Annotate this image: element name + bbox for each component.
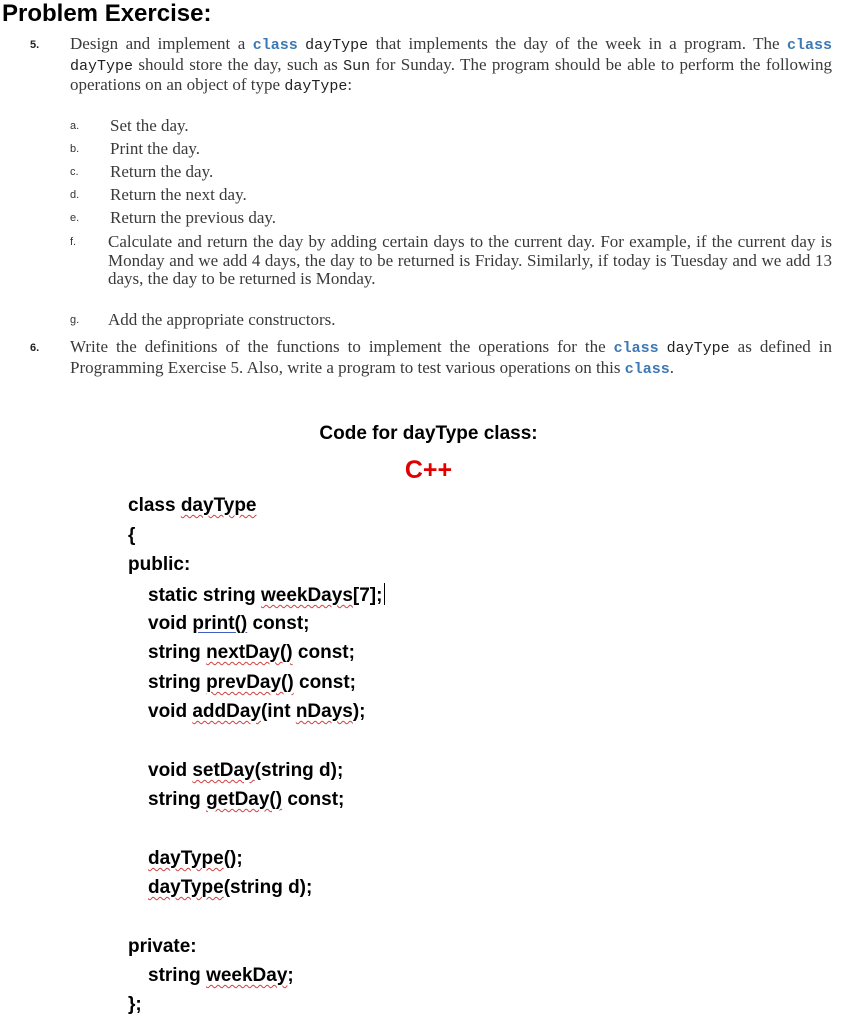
list-item	[70, 116, 832, 136]
code-token: static string	[148, 585, 261, 606]
list-item-label: e.	[70, 212, 80, 224]
list-item-text: Return the next day.	[110, 185, 247, 204]
list-item-text: Return the day.	[110, 162, 214, 181]
code-term: dayType	[305, 37, 369, 54]
code-token: string	[148, 672, 207, 693]
problem-5	[30, 34, 832, 97]
code-line-print	[148, 613, 310, 635]
list-item	[70, 232, 832, 289]
code-token: class	[128, 495, 181, 516]
code-line-open-brace: {	[128, 525, 136, 546]
list-item-text: Calculate and return the day by adding certain days to the current day. For example, if the current day is Monday and we add 4 days, the day to be returned is Friday. Similarly, if today is Tuesday and we add 13 days, the day to be returned is Monday.	[108, 232, 832, 288]
code-token: [7];	[352, 585, 383, 606]
code-token: nextDay()	[206, 642, 293, 663]
list-item-text: Return the previous day.	[110, 208, 277, 227]
problem-6-number: 6.	[30, 342, 40, 354]
page-title: Problem Exercise:	[2, 0, 212, 27]
code-line-weekday	[148, 965, 294, 987]
code-token: nDays	[295, 701, 353, 722]
code-token: addDay	[192, 701, 261, 722]
code-line-addday	[148, 701, 366, 723]
list-item-label: b.	[70, 143, 80, 155]
text: .	[669, 357, 675, 377]
code-token: (string d);	[223, 877, 313, 898]
text: Write the definitions of the functions to implement the operations for the	[70, 337, 614, 356]
code-token: ();	[223, 848, 243, 869]
text: should store the day, such as	[133, 54, 344, 74]
code-line-getday	[148, 789, 344, 811]
code-token: print()	[192, 613, 248, 634]
list-item-label: g.	[70, 314, 80, 326]
code-line-prevday	[148, 672, 356, 694]
list-item-label: a.	[70, 120, 80, 132]
code-token: const;	[247, 613, 310, 634]
code-line-ctor-default	[148, 848, 243, 870]
code-term: dayType	[284, 78, 348, 95]
list-item-label: f.	[70, 236, 77, 248]
code-token: void	[148, 701, 193, 722]
list-item-text: Add the appropriate constructors.	[108, 310, 336, 329]
code-token: void	[148, 613, 193, 634]
code-line-nextday	[148, 642, 355, 664]
text	[659, 337, 667, 356]
code-token: weekDay	[206, 965, 288, 986]
code-token: dayType	[148, 848, 224, 869]
list-item-text: Set the day.	[110, 116, 189, 135]
keyword: class	[252, 37, 298, 54]
code-token: string	[148, 642, 207, 663]
keyword: class	[624, 360, 670, 378]
problem-6	[30, 337, 833, 379]
code-token: string	[148, 789, 207, 810]
code-token: getDay()	[206, 789, 283, 810]
code-token: (int	[260, 701, 296, 722]
code-term: Sun	[343, 57, 371, 75]
code-token: const;	[292, 642, 355, 663]
list-item	[70, 185, 832, 205]
list-item-text: Print the day.	[110, 139, 201, 158]
code-token: );	[352, 701, 366, 722]
code-token: const;	[293, 672, 356, 693]
list-item	[70, 208, 832, 228]
text: :	[347, 75, 353, 94]
code-token: (string d);	[254, 760, 344, 781]
code-term: dayType	[666, 340, 730, 357]
code-token: void	[148, 760, 193, 781]
code-heading: Code for dayType class:	[319, 423, 538, 444]
code-line-public: public:	[128, 554, 191, 575]
text: as defined in Programming Exercise 5. Also, write a program to test various operations on this	[70, 337, 833, 377]
text: that implements the day of the week in a program. The	[368, 34, 787, 53]
code-token: ;	[287, 965, 294, 986]
code-line-setday	[148, 760, 343, 782]
keyword: class	[613, 340, 659, 357]
list-item	[70, 139, 832, 159]
language-label: C++	[404, 456, 453, 484]
keyword: class	[786, 37, 832, 54]
code-term: dayType	[70, 57, 134, 75]
list-item-label: d.	[70, 189, 80, 201]
list-item-label: c.	[70, 166, 79, 178]
code-token: string	[148, 965, 207, 986]
text: for Sunday. The program should be able to perform the following operations on an object of type	[70, 54, 832, 94]
code-line-ctor-string	[148, 877, 312, 899]
code-token: weekDays	[260, 585, 353, 606]
code-token: prevDay()	[206, 672, 294, 693]
text: Design and implement a	[70, 34, 253, 53]
text-cursor	[384, 583, 385, 605]
code-token: dayType	[148, 877, 224, 898]
list-item	[70, 162, 832, 182]
code-token: dayType	[180, 495, 257, 516]
list-item	[70, 310, 832, 330]
code-line-private: private:	[128, 936, 197, 957]
code-line-close-brace: };	[128, 994, 142, 1015]
code-line-class	[128, 495, 257, 517]
code-token: const;	[282, 789, 345, 810]
code-line-weekdays	[148, 583, 385, 607]
problem-5-number: 5.	[30, 39, 40, 51]
code-token: setDay	[192, 760, 255, 781]
